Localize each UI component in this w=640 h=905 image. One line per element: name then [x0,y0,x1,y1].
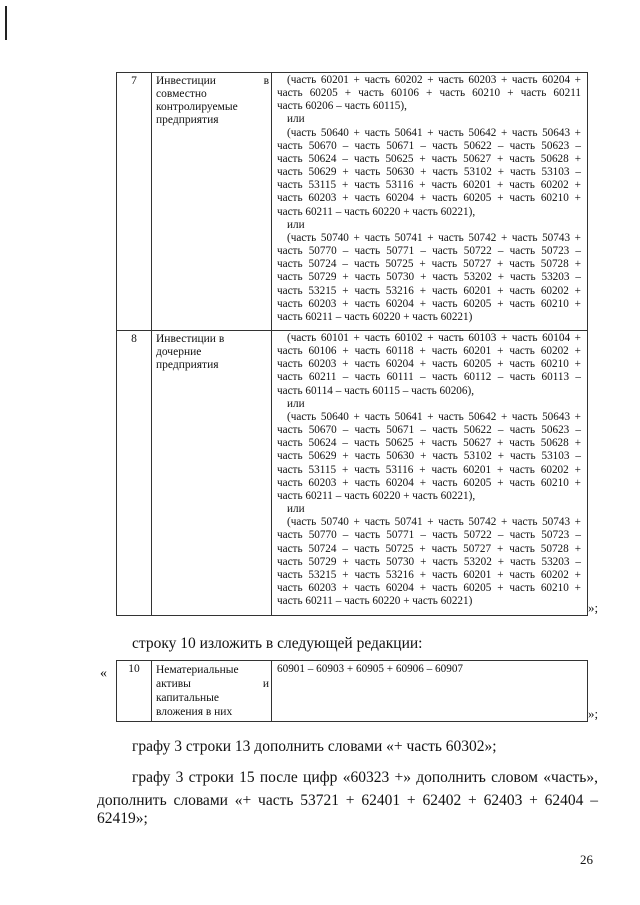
formula-line: часть 60203 + часть 60204 + часть 60205 + часть 60210 + [277,581,581,594]
formula-line: часть 50670 – часть 50671 – часть 50622 – часть 50623 – [277,424,581,437]
formula-line: часть 60205 + часть 60106 + часть 60210 + часть 60211 [277,87,581,100]
table-row [117,73,588,331]
formula-line: или [287,397,305,410]
formula-line: часть 60211 – часть 60220 + часть 60221), [277,489,476,502]
formula-line: часть 53115 + часть 53116 + часть 60201 + часть 60202 + [277,463,581,476]
row-number: 10 [117,661,152,722]
formula-line: часть 60203 + часть 60204 + часть 60205 + часть 60210 + [277,476,581,489]
row10-table [116,660,588,722]
formula-line: (часть 50640 + часть 50641 + часть 50642 + часть 50643 + [287,410,581,423]
row-name-line: Инвестиции в [156,333,225,345]
formula-line: часть 50629 + часть 50630 + часть 53102 + часть 53103 – [277,450,581,463]
formula-line: часть 53115 + часть 53116 + часть 60201 + часть 60202 + [277,179,581,192]
instruction-row10: строку 10 изложить в следующей редакции: [132,635,423,652]
formula-line: часть 60114 – часть 60115 – часть 60206), [277,384,475,397]
formula-line: часть 50770 – часть 50771 – часть 50722 – часть 50723 – [277,245,581,258]
row-name-line: вложения в них [156,706,233,718]
row-name-line: Инвестиции в [156,75,269,87]
formula-line: (часть 50640 + часть 50641 + часть 50642 + часть 50643 + [287,126,581,139]
row-name-line: предприятия [156,114,219,126]
row-name [152,73,272,331]
formula-line: часть 53215 + часть 53216 + часть 60201 + часть 60202 + [277,284,581,297]
row-formula [272,661,588,722]
formula-line: часть 50624 – часть 50625 + часть 50627 + часть 50628 + [277,437,581,450]
formula-line: или [287,113,305,126]
formula-line: часть 50724 – часть 50725 + часть 50727 + часть 50728 + [277,258,581,271]
formula-line: (часть 60201 + часть 60202 + часть 60203 + часть 60204 + [287,74,581,86]
row-formula [272,73,588,331]
formula-line: или [287,503,305,516]
formula-line: часть 60206 – часть 60115), [277,100,407,113]
formula-line: часть 50629 + часть 50630 + часть 53102 + часть 53103 – [277,166,581,179]
formula-line: часть 50670 – часть 50671 – часть 50622 – часть 50623 – [277,139,581,152]
formula-line: часть 60203 + часть 60204 + часть 60205 + часть 60210 + [277,297,581,310]
formula-line: часть 60106 + часть 60118 + часть 60201 + часть 60202 + [277,345,581,358]
row-name-line: Нематериальные [156,664,239,676]
row-number: 8 [117,331,152,616]
margin-mark [5,6,7,40]
instruction-row15: графу 3 строки 15 после цифр «60323 +» дополнить словом «часть», [132,769,598,786]
formula-line: (часть 60101 + часть 60102 + часть 60103 + часть 60104 + [287,332,581,344]
row-name [152,661,272,722]
page-number: 26 [580,852,593,867]
row-name-line: активы и [156,678,269,690]
row-name-line: совместно [156,88,207,100]
formula-line: 60901 – 60903 + 60905 + 60906 – 60907 [277,663,464,675]
formula-line: часть 60211 – часть 60111 – часть 60112 – часть 60113 – [277,371,581,384]
formula-line: часть 50729 + часть 50730 + часть 53202 + часть 53203 – [277,271,581,284]
formula-line: часть 60203 + часть 60204 + часть 60205 + часть 60210 + [277,192,581,205]
formula-line: часть 50729 + часть 50730 + часть 53202 + часть 53203 – [277,555,581,568]
formula-line: часть 50624 – часть 50625 + часть 50627 + часть 50628 + [277,152,581,165]
table-row [117,661,588,722]
row-formula [272,331,588,616]
table-row [117,331,588,616]
row-name-line: капитальные [156,692,220,704]
formula-line: часть 53215 + часть 53216 + часть 60201 + часть 60202 + [277,568,581,581]
instruction-row13: графу 3 строки 13 дополнить словами «+ часть 60302»; [132,738,497,755]
formula-line: часть 60211 – часть 60220 + часть 60221) [277,595,473,608]
formula-line: часть 60203 + часть 60204 + часть 60205 + часть 60210 + [277,358,581,371]
formula-line: часть 50770 – часть 50771 – часть 50722 – часть 50723 – [277,529,581,542]
opening-quote: « [100,666,107,681]
row-name-line: предприятия [156,359,219,371]
formula-line: часть 60211 – часть 60220 + часть 60221), [277,205,476,218]
closing-quote: »; [588,706,599,721]
formula-line: (часть 50740 + часть 50741 + часть 50742 + часть 50743 + [287,231,581,244]
balance-table [116,72,588,616]
closing-quote: »; [588,600,599,615]
formula-line: или [287,218,305,231]
row-name [152,331,272,616]
row-name-line: дочерние [156,346,202,358]
instruction-row15-continued: дополнить словами «+ часть 53721 + 62401 + 62402 + 62403 + 62404 – 62419»; [97,792,598,827]
formula-line: часть 60211 – часть 60220 + часть 60221) [277,310,473,323]
formula-line: (часть 50740 + часть 50741 + часть 50742 + часть 50743 + [287,516,581,529]
row-number: 7 [117,73,152,331]
row-name-line: контролируемые [156,101,238,113]
formula-line: часть 50724 – часть 50725 + часть 50727 + часть 50728 + [277,542,581,555]
